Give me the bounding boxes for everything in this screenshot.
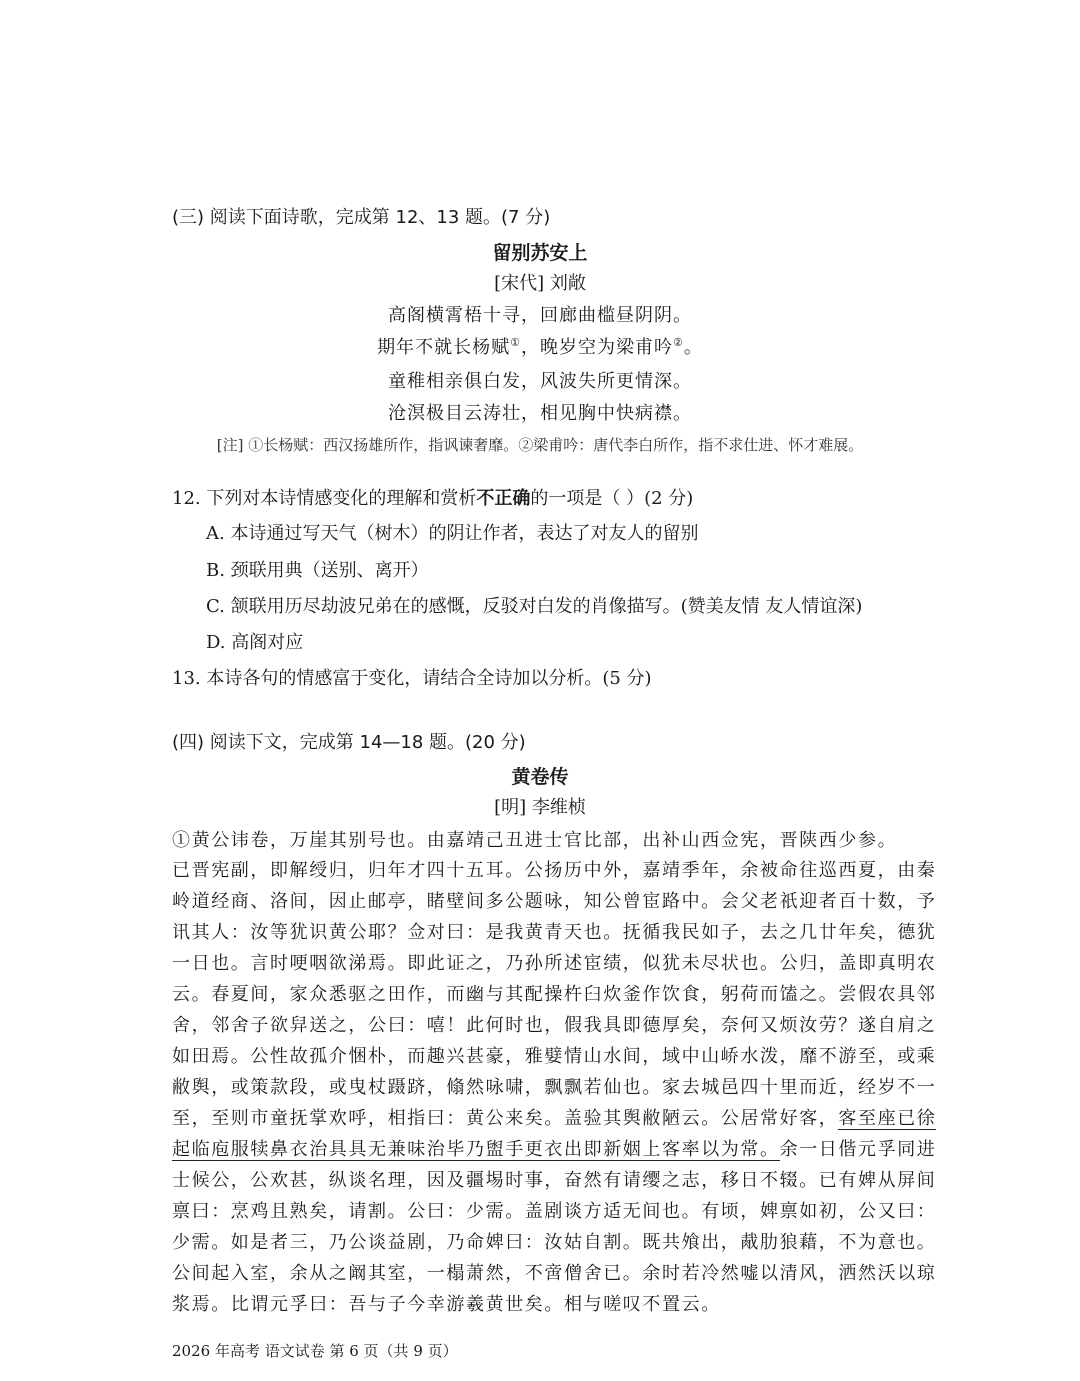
footnote-marker: ① — [510, 336, 521, 349]
question-12 — [172, 484, 693, 510]
underlined-sentence: 客至座已徐 — [838, 1108, 937, 1129]
poem-note: [注] ①长杨赋：西汉扬雄所作，指讽谏奢靡。②梁甫吟：唐代李白所作，指不求仕进、怀才难展。 — [216, 436, 864, 454]
option-d: D. 高阁对应 — [206, 632, 304, 653]
poem-author: [宋代] 刘敞 — [494, 273, 586, 294]
option-a: A. 本诗通过写天气（树木）的阴让作者，表达了对友人的留别 — [206, 523, 699, 544]
page-footer: 2026 年高考 语文试卷 第 6 页（共 9 页） — [172, 1342, 458, 1360]
underlined-sentence: 起临庖服犊鼻衣治具具无兼味治毕乃盥手更衣出即新姻上客率以为常。 — [172, 1139, 780, 1160]
poem-line-part: 。 — [683, 337, 703, 358]
passage-line: 如田焉。公性故孤介悃朴，而趣兴甚豪，雅嬖情山水间，域中山峤水泼，靡不游至，或乘 — [172, 1046, 937, 1067]
passage-line: 敝舆，或策款段，或曳杖蹑跻，翛然咏啸，飘飘若仙也。家去城邑四十里而近，经岁不一 — [172, 1077, 937, 1098]
poem-line: 高阁横霄梧十寻，回廊曲槛昼阴阴。 — [388, 305, 692, 326]
option-b: B. 颈联用典（送别、离开） — [206, 560, 429, 581]
question-12-emphasis: 不正确 — [476, 488, 531, 509]
poem-line-part: ，晚岁空为梁甫吟 — [521, 337, 673, 358]
section4-heading: (四) 阅读下文，完成第 14—18 题。(20 分) — [172, 732, 526, 753]
passage-text: 余一日偕元孚同进 — [779, 1139, 937, 1160]
passage-line: ①黄公讳卷，万崖其别号也。由嘉靖己丑进士官比部，出补山西佥宪，晋陕西少参。 — [172, 830, 898, 851]
question-12-text-end: 的一项是（ ）(2 分) — [530, 488, 694, 509]
passage-line: 云。春夏间，家众悉驱之田作，而幽与其配操杵臼炊釜作饮食，躬荷而馌之。尝假农具邻 — [172, 984, 937, 1005]
section3-heading: (三) 阅读下面诗歌，完成第 12、13 题。(7 分) — [172, 207, 551, 228]
question-12-text: 12. 下列对本诗情感变化的理解和赏析 — [172, 488, 477, 509]
passage-line: 士候公，公欢甚，纵谈名理，因及疆埸时事，奋然有请缨之志，移日不辍。已有婢从屏间 — [172, 1170, 937, 1191]
option-c: C. 颔联用历尽劫波兄弟在的感慨，反驳对白发的肖像描写。(赞美友情 友人情谊深) — [206, 596, 863, 617]
passage-author: [明] 李维桢 — [494, 797, 586, 818]
passage-line: 舍，邻舍子欲舁送之，公曰：嘻！此何时也，假我具即德厚矣，奈何又烦汝劳？遂自肩之 — [172, 1015, 937, 1036]
poem-line: 童稚相亲俱白发，风波失所更情深。 — [388, 371, 692, 392]
poem-title: 留别苏安上 — [492, 242, 588, 264]
passage-line: 一日也。言时哽咽欲涕焉。即此证之，乃孙所述宦绩，似犹未尽状也。公归，盖即真明农 — [172, 953, 937, 974]
passage-line: 公间起入室，余从之阚其室，一榻萧然，不啻僧舍已。余时若冷然嘘以清风，洒然沃以琼 — [172, 1263, 937, 1284]
passage-line: 少需。如是者三，乃公谈益剧，乃命婢曰：汝姑自割。既共飧出，胾肋狼藉，不为意也。 — [172, 1232, 937, 1253]
passage-line: 岭道经商、洛间，因止邮亭，睹壁间多公题咏，知公曾宦路中。会父老祇迎者百十数，予 — [172, 891, 937, 912]
poem-line-part: 期年不就长杨赋 — [377, 337, 511, 358]
poem-line: 沧溟极目云涛壮，相见胸中快病襟。 — [388, 403, 692, 424]
passage-line: 禀曰：烹鸡且熟矣，请割。公曰：少需。盖剧谈方适无间也。有顷，婢禀如初，公又曰： — [172, 1201, 937, 1222]
passage-line: 已晋宪副，即解绶归，归年才四十五耳。公扬历中外，嘉靖季年，余被命往巡西夏，由秦 — [172, 860, 937, 881]
passage-line — [172, 1104, 937, 1130]
passage-line — [172, 1135, 937, 1161]
passage-line: 讯其人：汝等犹识黄公耶？佥对曰：是我黄青天也。抚循我民如子，去之几廿年矣，德犹 — [172, 922, 937, 943]
poem-line — [0, 333, 1080, 359]
footnote-marker: ② — [673, 336, 684, 349]
passage-title: 黄卷传 — [511, 766, 569, 788]
passage-text: 至，至则市童抚掌欢呼，相指曰：黄公来矣。盖验其舆敝陋云。公居常好客， — [172, 1108, 839, 1129]
question-13: 13. 本诗各句的情感富于变化，请结合全诗加以分析。(5 分) — [172, 668, 652, 689]
passage-line: 浆焉。比谓元孚曰：吾与子今幸游羲黄世矣。相与嗟叹不置云。 — [172, 1294, 721, 1315]
